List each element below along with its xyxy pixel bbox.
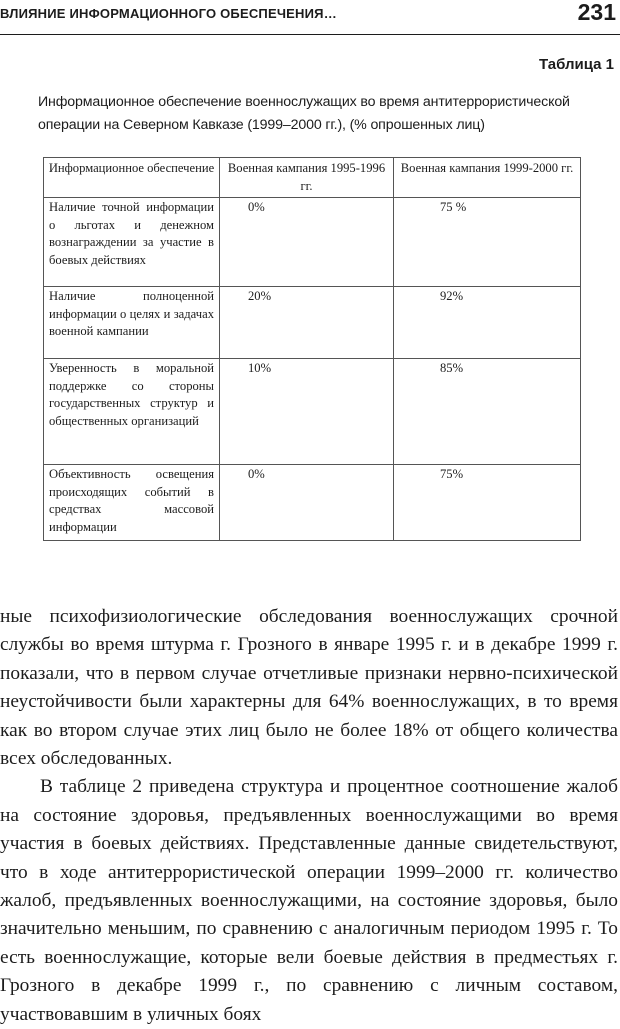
column-header-campaign-1999: Военная кампания 1999-2000 гг.	[394, 158, 581, 198]
value-campaign-1999: 92%	[394, 287, 581, 359]
paragraph: В таблице 2 приведена структура и процентное соотношение жалоб на состояние здоровья, предъявленных военнослужащими во время участия в боевых действиях. Представленные данные свидетельствуют, что в ходе антитеррористической операции 1999–2000 гг. количество жалоб, предъявленных военнослужащими, на состояние здоровья, было значительно меньшим, по сравнению с аналогичным периодом 1995 г. То есть военнослужащие, которые вели боевые действия в предместьях г. Грозного в декабре 1999 г., по сравнению с личным составом, участвовавшим в уличных боях	[0, 776, 618, 1025]
table-caption: Информационное обеспечение военнослужащих во время антитеррористической операции на Северном Кавказе (1999–2000 гг.), (% опрошенных лиц)	[38, 94, 570, 133]
value-campaign-1995: 0%	[220, 465, 394, 541]
column-header-campaign-1995: Военная кампания 1995-1996 гг.	[220, 158, 394, 198]
paragraph: ные психофизиологические обследования военнослужащих срочной службы во время штурма г. Грозного в январе 1995 г. и в декабре 1999 г. показали, что в первом случае отчетливые признаки нервно-психической неустойчивости были характерны для 64% военнослужащих, в то время как во втором случае этих лиц было не более 18% от общего количества всех обследованных.	[0, 606, 618, 770]
table-row	[44, 465, 581, 541]
information-support-table	[43, 157, 581, 541]
row-label: Уверенность в моральной поддержке со стороны государственных структур и общественных организаций	[44, 359, 220, 465]
page-number: 231	[577, 0, 616, 25]
value-campaign-1999: 85%	[394, 359, 581, 465]
table-row	[44, 287, 581, 359]
body-text	[0, 603, 618, 1029]
value-campaign-1995: 10%	[220, 359, 394, 465]
row-label: Наличие точной информации о льготах и денежном вознаграждении за участие в боевых действиях	[44, 198, 220, 287]
column-header-information-support: Информационное обеспечение	[44, 158, 220, 198]
value-campaign-1999: 75 %	[394, 198, 581, 287]
value-campaign-1995: 0%	[220, 198, 394, 287]
running-header	[0, 0, 620, 35]
table-label: Таблица 1	[538, 56, 614, 73]
running-title: ВЛИЯНИЕ ИНФОРМАЦИОННОГО ОБЕСПЕЧЕНИЯ…	[0, 6, 337, 21]
table-header-row	[44, 158, 581, 198]
value-campaign-1999: 75%	[394, 465, 581, 541]
value-campaign-1995: 20%	[220, 287, 394, 359]
row-label: Объективность освещения происходящих событий в средствах массовой информации	[44, 465, 220, 541]
table-row	[44, 359, 581, 465]
table-row	[44, 198, 581, 287]
row-label: Наличие полноценной информации о целях и задачах военной кампании	[44, 287, 220, 359]
